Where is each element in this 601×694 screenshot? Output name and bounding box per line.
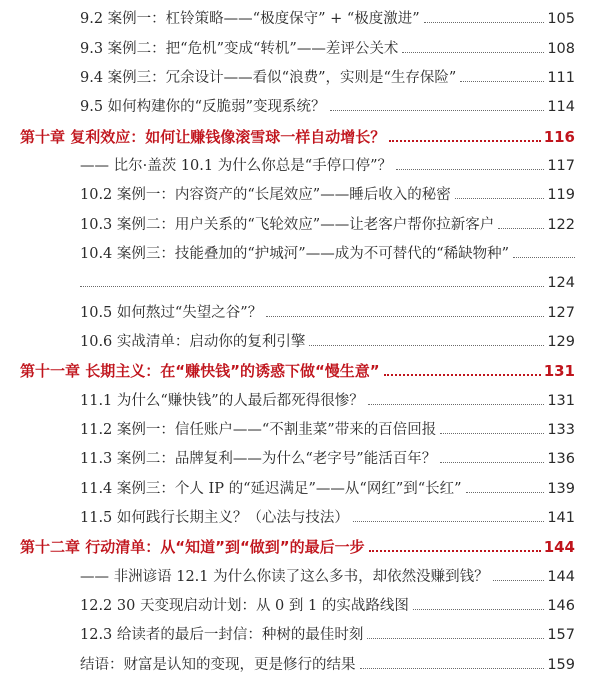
dot-leader bbox=[466, 492, 544, 493]
toc-entry-page: 124 bbox=[547, 275, 575, 291]
dot-leader bbox=[493, 580, 544, 581]
dot-leader bbox=[498, 228, 544, 229]
toc-chapter-heading[interactable] bbox=[0, 126, 601, 154]
toc-entry[interactable] bbox=[0, 566, 601, 594]
toc-entry-title: —— 非洲谚语 12.1 为什么你读了这么多书，却依然没赚到钱？ bbox=[80, 569, 489, 585]
toc-entry[interactable] bbox=[0, 624, 601, 652]
toc-entry-page: 146 bbox=[547, 598, 575, 614]
toc-entry-title: 9.2 案例一：杠铃策略——“极度保守” + “极度激进” bbox=[80, 11, 420, 27]
dot-leader bbox=[384, 374, 541, 376]
toc-entry[interactable] bbox=[0, 478, 601, 506]
toc-entry-title: 11.2 案例一：信任账户——“不割韭菜”带来的百倍回报 bbox=[80, 422, 437, 438]
toc-entry-page: 139 bbox=[547, 481, 575, 497]
toc-entry-title: —— 比尔·盖茨 10.1 为什么你总是“手停口停”？ bbox=[80, 158, 393, 174]
toc-entry-page: 117 bbox=[547, 158, 575, 174]
toc-entry-page: 136 bbox=[547, 451, 575, 467]
toc-entry[interactable] bbox=[0, 184, 601, 212]
toc-entry-title: 12.2 30 天变现启动计划：从 0 到 1 的实战路线图 bbox=[80, 598, 409, 614]
toc-entry-page: 131 bbox=[547, 393, 575, 409]
toc-entry[interactable] bbox=[0, 419, 601, 447]
toc-entry-page: 111 bbox=[547, 70, 575, 86]
toc-entry[interactable] bbox=[0, 8, 601, 36]
dot-leader bbox=[440, 433, 544, 434]
toc-entry[interactable] bbox=[0, 331, 601, 359]
toc-entry-page: 141 bbox=[547, 510, 575, 526]
toc-entry-title: 11.1 为什么“赚快钱”的人最后都死得很惨？ bbox=[80, 393, 364, 409]
toc-entry-page: 108 bbox=[547, 41, 575, 57]
toc-entry-page: 129 bbox=[547, 334, 575, 350]
toc-entry-title: 10.6 实战清单：启动你的复利引擎 bbox=[80, 334, 306, 350]
dot-leader bbox=[80, 286, 544, 287]
toc-entry[interactable] bbox=[0, 243, 601, 271]
toc-entry-page: 159 bbox=[547, 657, 575, 673]
toc-entry-page: 157 bbox=[547, 627, 575, 643]
dot-leader bbox=[455, 198, 544, 199]
dot-leader bbox=[367, 638, 544, 639]
toc-entry-title: 第十章 复利效应：如何让赚钱像滚雪球一样自动增长？ bbox=[20, 128, 386, 146]
toc-entry-title: 11.3 案例二：品牌复利——为什么“老字号”能活百年？ bbox=[80, 451, 437, 467]
toc-entry-title: 11.4 案例三：个人 IP 的“延迟满足”——从“网红”到“长红” bbox=[80, 481, 462, 497]
dot-leader bbox=[396, 169, 544, 170]
toc-entry-title: 9.4 案例三：冗余设计——看似“浪费”，实则是“生存保险” bbox=[80, 70, 457, 86]
toc-entry-title: 第十一章 长期主义：在“赚快钱”的诱惑下做“慢生意” bbox=[20, 362, 380, 380]
dot-leader bbox=[389, 140, 541, 142]
toc-entry-page: 131 bbox=[543, 362, 575, 380]
toc-entry-page: 122 bbox=[547, 217, 575, 233]
toc-entry-title: 10.5 如何熬过“失望之谷”？ bbox=[80, 305, 263, 321]
toc-entry[interactable] bbox=[0, 96, 601, 124]
toc-entry-title: 9.5 如何构建你的“反脆弱”变现系统？ bbox=[80, 99, 326, 115]
toc-entry-page: 114 bbox=[547, 99, 575, 115]
toc-entry-title: 9.3 案例二：把“危机”变成“转机”——差评公关术 bbox=[80, 41, 399, 57]
toc-entry-page: 144 bbox=[543, 538, 575, 556]
toc-entry[interactable] bbox=[0, 654, 601, 682]
toc-entry-continuation[interactable] bbox=[0, 272, 601, 300]
toc-entry-page: 144 bbox=[547, 569, 575, 585]
dot-leader bbox=[440, 462, 544, 463]
dot-leader bbox=[368, 404, 544, 405]
dot-leader bbox=[369, 550, 541, 552]
dot-leader bbox=[353, 521, 544, 522]
toc-entry[interactable] bbox=[0, 214, 601, 242]
toc-entry-page: 119 bbox=[547, 187, 575, 203]
toc-entry-title: 10.3 案例二：用户关系的“飞轮效应”——让老客户帮你拉新客户 bbox=[80, 217, 495, 233]
toc-entry[interactable] bbox=[0, 302, 601, 330]
toc-entry-page: 133 bbox=[547, 422, 575, 438]
dot-leader bbox=[413, 609, 544, 610]
dot-leader bbox=[266, 316, 544, 317]
toc-entry-title: 第十二章 行动清单：从“知道”到“做到”的最后一步 bbox=[20, 538, 365, 556]
toc-entry-page: 127 bbox=[547, 305, 575, 321]
toc-entry-title: 10.2 案例一：内容资产的“长尾效应”——睡后收入的秘密 bbox=[80, 187, 451, 203]
dot-leader bbox=[460, 81, 544, 82]
dot-leader bbox=[330, 110, 544, 111]
toc-entry[interactable] bbox=[0, 155, 601, 183]
toc-entry[interactable] bbox=[0, 38, 601, 66]
dot-leader bbox=[309, 345, 544, 346]
dot-leader bbox=[513, 257, 575, 258]
toc-chapter-heading[interactable] bbox=[0, 536, 601, 564]
toc-entry-title: 12.3 给读者的最后一封信：种树的最佳时刻 bbox=[80, 627, 364, 643]
toc-entry[interactable] bbox=[0, 448, 601, 476]
toc-entry-title: 11.5 如何践行长期主义？（心法与技法） bbox=[80, 510, 349, 526]
toc-entry-title: 结语：财富是认知的变现，更是修行的结果 bbox=[80, 657, 356, 673]
toc-entry[interactable] bbox=[0, 507, 601, 535]
toc-chapter-heading[interactable] bbox=[0, 360, 601, 388]
toc-entry[interactable] bbox=[0, 595, 601, 623]
toc-entry-page: 116 bbox=[543, 128, 575, 146]
dot-leader bbox=[424, 22, 544, 23]
dot-leader bbox=[402, 52, 544, 53]
toc-entry[interactable] bbox=[0, 67, 601, 95]
toc-entry-page: 105 bbox=[547, 11, 575, 27]
toc-entry-title: 10.4 案例三：技能叠加的“护城河”——成为不可替代的“稀缺物种” bbox=[80, 246, 510, 262]
dot-leader bbox=[360, 668, 544, 669]
toc-entry[interactable] bbox=[0, 390, 601, 418]
